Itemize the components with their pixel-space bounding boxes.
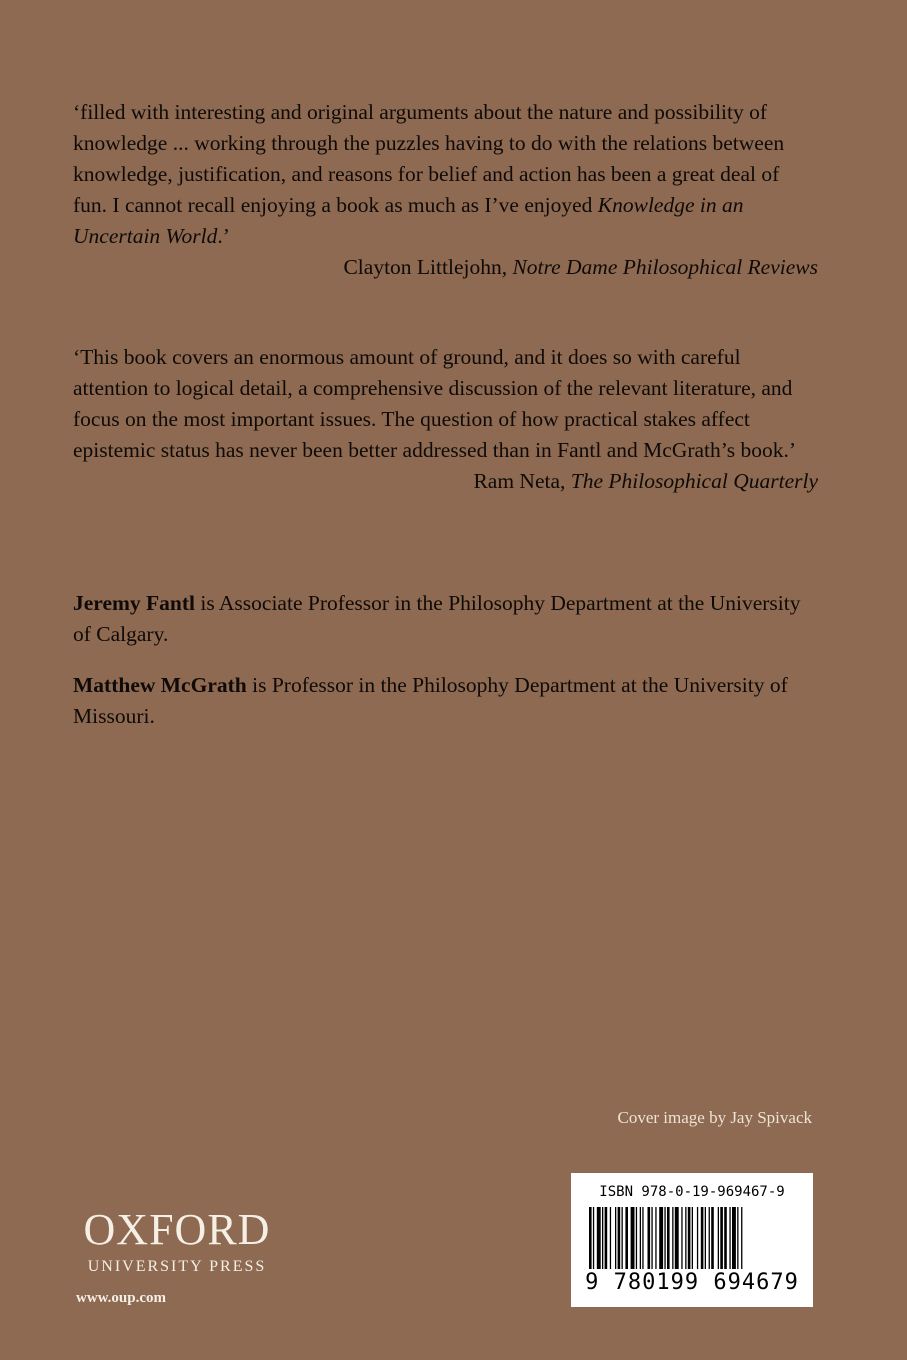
barcode-stripe [737, 1207, 738, 1269]
author-name: Jeremy Fantl [73, 591, 195, 615]
barcode-stripe [602, 1207, 603, 1269]
barcode-stripe [741, 1207, 742, 1269]
cover-credit: Cover image by Jay Spivack [617, 1108, 812, 1127]
author-bio-text: is Professor in the Philosophy Department at the University of Missouri. [73, 673, 788, 728]
publisher-logo [76, 1205, 278, 1278]
barcode-stripe [718, 1207, 719, 1269]
isbn-label: ISBN 978-0-19-969467-9 [599, 1184, 785, 1200]
quote-attribution [73, 252, 818, 283]
quote-source: Notre Dame Philosophical Reviews [512, 255, 818, 279]
isbn-barcode [571, 1173, 813, 1307]
review-quote-2 [73, 342, 818, 497]
barcode-stripe [705, 1207, 706, 1269]
barcode-stripe [593, 1207, 594, 1269]
publisher-name: OXFORD [83, 1205, 271, 1254]
barcode-stripe [720, 1207, 723, 1269]
quote-author: Ram Neta, [473, 469, 571, 493]
barcode-stripe [667, 1207, 670, 1269]
barcode-stripe [618, 1207, 621, 1269]
quote-source: The Philosophical Quarterly [570, 469, 818, 493]
quote-text [73, 342, 818, 466]
barcode-stripe [732, 1207, 736, 1269]
review-quote-1 [73, 97, 818, 283]
barcode-stripe [642, 1207, 643, 1269]
author-bio-1 [73, 588, 818, 650]
author-bio-text: is Associate Professor in the Philosophy Department at the University of Calgary. [73, 591, 801, 646]
barcode-stripe [681, 1207, 682, 1269]
barcode-stripe [664, 1207, 665, 1269]
quote-attribution [73, 466, 818, 497]
barcode-stripe [640, 1207, 641, 1269]
barcode-stripe [610, 1207, 611, 1269]
barcode-stripe [688, 1207, 691, 1269]
barcode-stripe [711, 1207, 714, 1269]
barcode-stripe [724, 1207, 727, 1269]
publisher-url[interactable]: www.oup.com [76, 1290, 167, 1306]
author-bio-2 [73, 670, 818, 732]
barcode-stripe [597, 1207, 601, 1269]
barcode-stripe [692, 1207, 693, 1269]
barcode-stripe [615, 1207, 616, 1269]
publisher-subtitle: UNIVERSITY PRESS [87, 1258, 267, 1275]
quote-book-title: Knowledge in an Uncertain World [73, 193, 744, 248]
barcode-stripe [589, 1207, 592, 1269]
barcode-stripe [701, 1207, 704, 1269]
barcode-stripe [685, 1207, 686, 1269]
barcode-stripe [605, 1207, 608, 1269]
barcode-bars [589, 1207, 795, 1269]
barcode-stripe [675, 1207, 679, 1269]
barcode-stripe [709, 1207, 710, 1269]
barcode-stripe [622, 1207, 623, 1269]
barcode-stripe [655, 1207, 656, 1269]
barcode-stripe [636, 1207, 637, 1269]
barcode-stripe [648, 1207, 651, 1269]
barcode-stripe [729, 1207, 730, 1269]
quote-author: Clayton Littlejohn, [343, 255, 513, 279]
quote-text-main: ‘filled with interesting and original arguments about the nature and possibility of knowledge ... working through the puzzles having to do with the relations between knowledge, justification, and reasons for belief and action has been a great deal of fun. I cannot recall enjoying a book as much as I’ve enjoyed [73, 100, 785, 217]
barcode-stripe [697, 1207, 698, 1269]
quote-text [73, 97, 818, 252]
barcode-stripe [651, 1207, 652, 1269]
barcode-number: 9 780199 694679 [585, 1270, 799, 1295]
barcode-stripe [625, 1207, 628, 1269]
barcode-stripe [672, 1207, 673, 1269]
barcode-stripe [631, 1207, 635, 1269]
author-name: Matthew McGrath [73, 673, 247, 697]
barcode-stripe [659, 1207, 663, 1269]
quote-text-end: .’ [217, 224, 230, 248]
quote-text-main: ‘This book covers an enormous amount of ground, and it does so with careful attention to logical detail, a comprehensive discussion of the relevant literature, and focus on the most important issues. The question of how practical stakes affect epistemic status has never been better addressed than in Fantl and McGrath’s book.’ [73, 345, 797, 462]
